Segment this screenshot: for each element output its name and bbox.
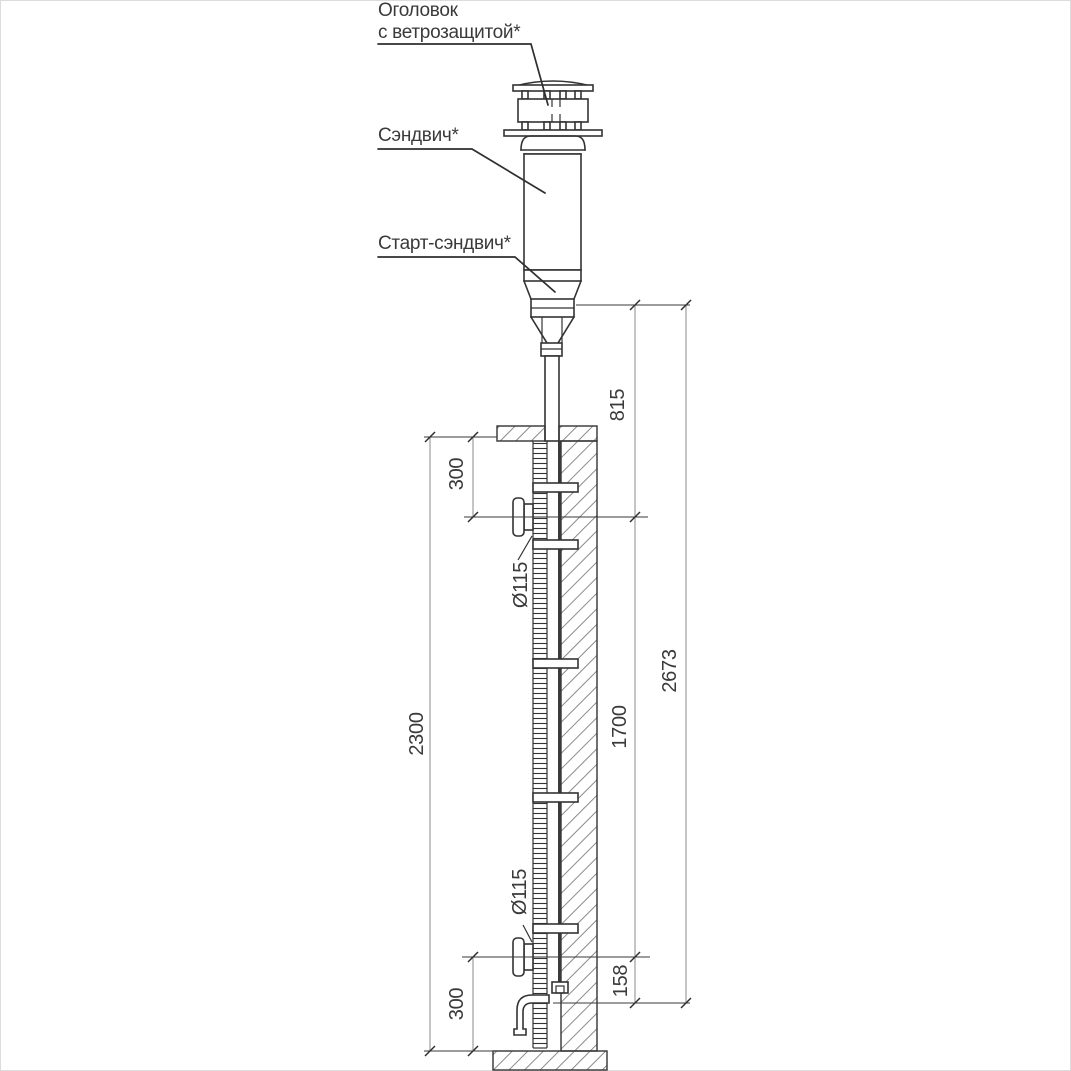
foundation-slab [493,1051,607,1070]
lintel-left [497,426,545,441]
dim-158: 158 [610,964,632,998]
flue-foot-bracket [552,982,568,993]
dia-label-bottom: Ø115 [509,868,531,916]
inner-flue-line [558,441,561,990]
sandwich-pipe [524,154,581,270]
dim-815: 815 [607,388,629,422]
connector-pipe [545,356,559,441]
label-start-sandwich: Старт-сэндвич* [378,233,511,254]
dim-1700: 1700 [609,705,631,749]
label-sandwich: Сэндвич* [378,125,459,146]
dim-2673: 2673 [659,649,681,693]
dim-300-bottom: 300 [446,987,468,1021]
dim-300-top: 300 [446,457,468,491]
wall-main [561,441,597,1051]
dim-2300: 2300 [406,712,428,756]
lintel-right [559,426,597,441]
label-cap-line1: Оголовок [378,0,458,21]
dia-label-top: Ø115 [510,561,532,609]
label-cap-line2: с ветрозащитой* [378,22,521,43]
